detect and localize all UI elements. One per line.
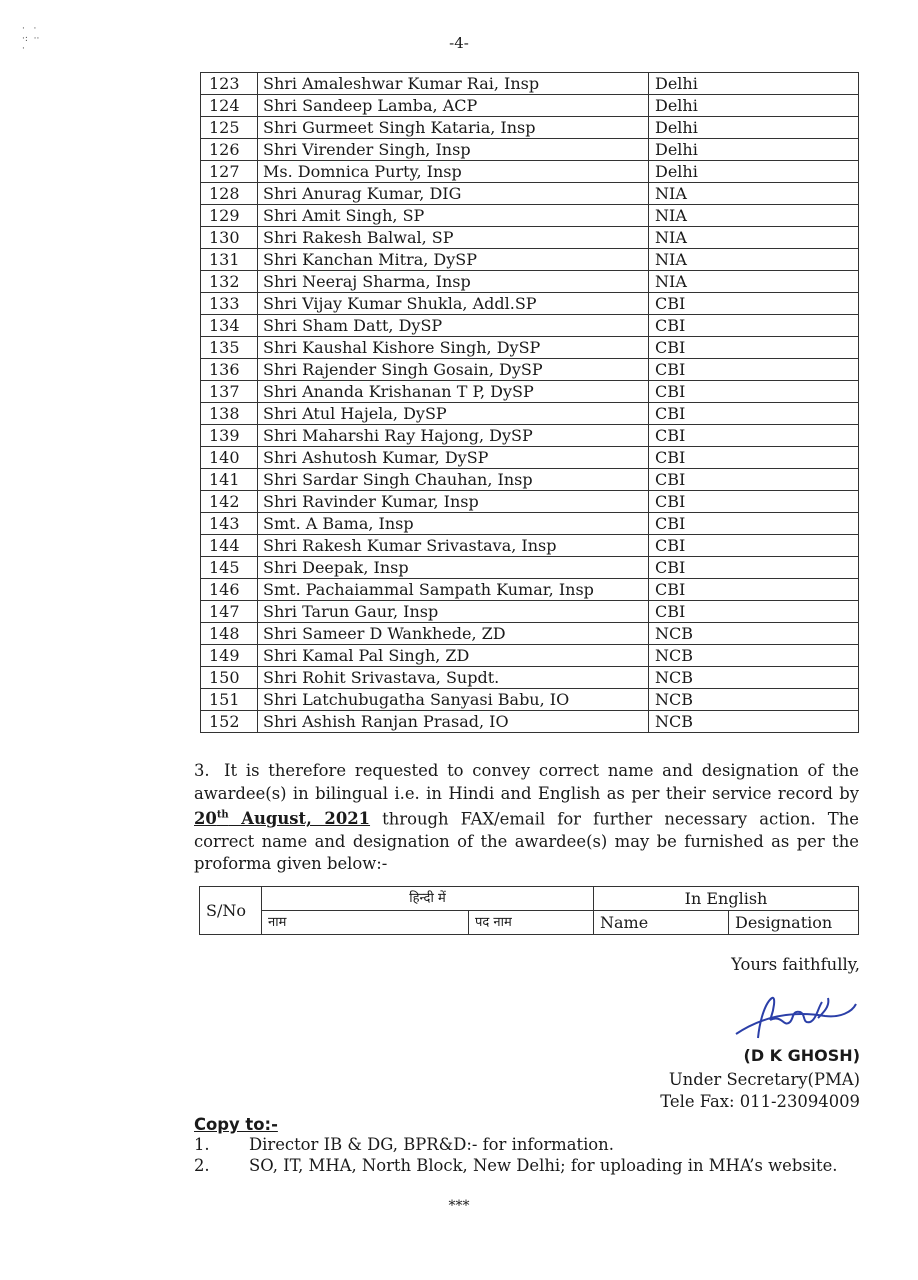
awardee-agency: CBI	[649, 381, 859, 403]
awardee-serial-number: 146	[201, 579, 258, 601]
awardee-serial-number: 149	[201, 645, 258, 667]
awardee-name: Shri Ananda Krishanan T P, DySP	[258, 381, 649, 403]
awardee-agency: NCB	[649, 689, 859, 711]
table-row	[201, 645, 859, 667]
awardee-table	[200, 72, 859, 733]
awardee-agency: CBI	[649, 293, 859, 315]
awardee-serial-number: 138	[201, 403, 258, 425]
table-row	[201, 557, 859, 579]
table-row	[201, 667, 859, 689]
awardee-agency: CBI	[649, 403, 859, 425]
awardee-serial-number: 130	[201, 227, 258, 249]
awardee-name: Shri Kaushal Kishore Singh, DySP	[258, 337, 649, 359]
proforma-table	[199, 886, 859, 935]
awardee-name: Shri Ravinder Kumar, Insp	[258, 491, 649, 513]
deadline-day: 20	[194, 809, 217, 829]
awardee-name: Shri Kamal Pal Singh, ZD	[258, 645, 649, 667]
copy-to-item	[194, 1155, 859, 1176]
page-number: -4-	[449, 34, 469, 52]
awardee-name: Ms. Domnica Purty, Insp	[258, 161, 649, 183]
paragraph-text-before: It is therefore requested to convey correct name and designation of the awardee(s) in bilingual i.e. in Hindi and English as per their service record by	[194, 761, 859, 803]
awardee-agency: CBI	[649, 535, 859, 557]
awardee-agency: CBI	[649, 425, 859, 447]
proforma-sno-header: S/No	[200, 887, 262, 935]
awardee-agency: Delhi	[649, 139, 859, 161]
awardee-name: Shri Vijay Kumar Shukla, Addl.SP	[258, 293, 649, 315]
awardee-serial-number: 125	[201, 117, 258, 139]
table-row	[201, 315, 859, 337]
awardee-serial-number: 129	[201, 205, 258, 227]
awardee-table-body	[201, 73, 859, 733]
awardee-agency: NIA	[649, 205, 859, 227]
awardee-agency: CBI	[649, 579, 859, 601]
awardee-name: Shri Sham Datt, DySP	[258, 315, 649, 337]
awardee-name: Shri Amaleshwar Kumar Rai, Insp	[258, 73, 649, 95]
awardee-agency: NIA	[649, 271, 859, 293]
paragraph-number: 3.	[194, 761, 210, 780]
awardee-serial-number: 127	[201, 161, 258, 183]
awardee-name: Shri Latchubugatha Sanyasi Babu, IO	[258, 689, 649, 711]
awardee-agency: NIA	[649, 183, 859, 205]
table-row	[201, 403, 859, 425]
awardee-serial-number: 131	[201, 249, 258, 271]
awardee-serial-number: 133	[201, 293, 258, 315]
table-row	[201, 601, 859, 623]
awardee-name: Smt. Pachaiammal Sampath Kumar, Insp	[258, 579, 649, 601]
awardee-serial-number: 134	[201, 315, 258, 337]
paragraph-text-after: through FAX/email for further necessary action. The correct name and designation of the awardee(s) may be furnished as per the proforma given below:-	[194, 809, 859, 874]
awardee-name: Shri Neeraj Sharma, Insp	[258, 271, 649, 293]
proforma-hindi-designation: पद नाम	[469, 911, 594, 935]
table-row	[201, 95, 859, 117]
awardee-serial-number: 145	[201, 557, 258, 579]
awardee-name: Smt. A Bama, Insp	[258, 513, 649, 535]
awardee-name: Shri Rakesh Balwal, SP	[258, 227, 649, 249]
awardee-name: Shri Rajender Singh Gosain, DySP	[258, 359, 649, 381]
awardee-serial-number: 139	[201, 425, 258, 447]
closing-salutation: Yours faithfully,	[731, 955, 860, 974]
table-row	[201, 205, 859, 227]
proforma-english-header: In English	[594, 887, 859, 911]
awardee-agency: Delhi	[649, 161, 859, 183]
proforma-hindi-name: नाम	[262, 911, 469, 935]
awardee-name: Shri Sandeep Lamba, ACP	[258, 95, 649, 117]
awardee-name: Shri Atul Hajela, DySP	[258, 403, 649, 425]
awardee-agency: CBI	[649, 337, 859, 359]
signatory-designation: Under Secretary(PMA)	[668, 1070, 860, 1089]
awardee-name: Shri Deepak, Insp	[258, 557, 649, 579]
awardee-serial-number: 150	[201, 667, 258, 689]
table-row	[201, 579, 859, 601]
awardee-serial-number: 141	[201, 469, 258, 491]
awardee-serial-number: 128	[201, 183, 258, 205]
awardee-name: Shri Virender Singh, Insp	[258, 139, 649, 161]
deadline-suffix: th	[216, 810, 229, 821]
signatory-tele-fax: Tele Fax: 011-23094009	[660, 1092, 860, 1111]
awardee-agency: CBI	[649, 447, 859, 469]
awardee-serial-number: 123	[201, 73, 258, 95]
table-row	[201, 161, 859, 183]
footer-asterisks: ***	[448, 1198, 470, 1214]
signatory-name: (D K GHOSH)	[743, 1046, 860, 1065]
awardee-agency: NCB	[649, 645, 859, 667]
awardee-serial-number: 152	[201, 711, 258, 733]
table-row	[201, 337, 859, 359]
awardee-serial-number: 137	[201, 381, 258, 403]
awardee-agency: Delhi	[649, 117, 859, 139]
table-row	[201, 689, 859, 711]
awardee-name: Shri Sardar Singh Chauhan, Insp	[258, 469, 649, 491]
awardee-agency: CBI	[649, 359, 859, 381]
awardee-name: Shri Sameer D Wankhede, ZD	[258, 623, 649, 645]
table-row	[201, 249, 859, 271]
table-row	[201, 381, 859, 403]
table-row	[201, 359, 859, 381]
table-row	[201, 117, 859, 139]
awardee-agency: CBI	[649, 491, 859, 513]
table-row	[201, 73, 859, 95]
scan-specks: · · ·: ·· ·	[22, 24, 40, 54]
copy-to-item-number: 1.	[194, 1135, 210, 1154]
awardee-agency: NIA	[649, 227, 859, 249]
table-row	[201, 271, 859, 293]
table-row	[201, 227, 859, 249]
proforma-english-designation: Designation	[729, 911, 859, 935]
proforma-english-name: Name	[594, 911, 729, 935]
table-row	[201, 139, 859, 161]
awardee-serial-number: 140	[201, 447, 258, 469]
awardee-name: Shri Gurmeet Singh Kataria, Insp	[258, 117, 649, 139]
awardee-name: Shri Ashish Ranjan Prasad, IO	[258, 711, 649, 733]
awardee-serial-number: 142	[201, 491, 258, 513]
awardee-serial-number: 151	[201, 689, 258, 711]
request-paragraph	[194, 760, 859, 876]
awardee-name: Shri Rohit Srivastava, Supdt.	[258, 667, 649, 689]
table-row	[201, 183, 859, 205]
awardee-serial-number: 148	[201, 623, 258, 645]
awardee-agency: NCB	[649, 623, 859, 645]
table-row	[201, 623, 859, 645]
awardee-name: Shri Ashutosh Kumar, DySP	[258, 447, 649, 469]
awardee-agency: CBI	[649, 315, 859, 337]
copy-to-heading: Copy to:-	[194, 1115, 278, 1134]
awardee-name: Shri Rakesh Kumar Srivastava, Insp	[258, 535, 649, 557]
awardee-serial-number: 143	[201, 513, 258, 535]
awardee-name: Shri Amit Singh, SP	[258, 205, 649, 227]
awardee-agency: Delhi	[649, 95, 859, 117]
awardee-agency: CBI	[649, 469, 859, 491]
table-row	[201, 425, 859, 447]
awardee-serial-number: 124	[201, 95, 258, 117]
proforma-hindi-header: हिन्दी में	[262, 887, 594, 911]
awardee-name: Shri Tarun Gaur, Insp	[258, 601, 649, 623]
awardee-name: Shri Kanchan Mitra, DySP	[258, 249, 649, 271]
awardee-agency: CBI	[649, 601, 859, 623]
awardee-serial-number: 147	[201, 601, 258, 623]
table-row	[201, 469, 859, 491]
table-row	[201, 491, 859, 513]
awardee-serial-number: 136	[201, 359, 258, 381]
copy-to-list	[194, 1134, 859, 1176]
signature-scribble	[730, 988, 860, 1048]
awardee-agency: NIA	[649, 249, 859, 271]
awardee-agency: Delhi	[649, 73, 859, 95]
deadline-month-year: August, 2021	[228, 809, 371, 829]
awardee-serial-number: 144	[201, 535, 258, 557]
awardee-agency: CBI	[649, 513, 859, 535]
table-row	[201, 535, 859, 557]
deadline-date	[194, 809, 370, 828]
awardee-agency: CBI	[649, 557, 859, 579]
table-row	[201, 711, 859, 733]
awardee-agency: NCB	[649, 667, 859, 689]
copy-to-item-number: 2.	[194, 1156, 210, 1175]
awardee-name: Shri Maharshi Ray Hajong, DySP	[258, 425, 649, 447]
copy-to-item-text: SO, IT, MHA, North Block, New Delhi; for uploading in MHA’s website.	[249, 1156, 838, 1175]
table-row	[201, 293, 859, 315]
awardee-name: Shri Anurag Kumar, DIG	[258, 183, 649, 205]
copy-to-item-text: Director IB & DG, BPR&D:- for information.	[249, 1135, 614, 1154]
awardee-agency: NCB	[649, 711, 859, 733]
table-row	[201, 447, 859, 469]
copy-to-item	[194, 1134, 859, 1155]
awardee-serial-number: 132	[201, 271, 258, 293]
table-row	[201, 513, 859, 535]
awardee-serial-number: 135	[201, 337, 258, 359]
awardee-serial-number: 126	[201, 139, 258, 161]
